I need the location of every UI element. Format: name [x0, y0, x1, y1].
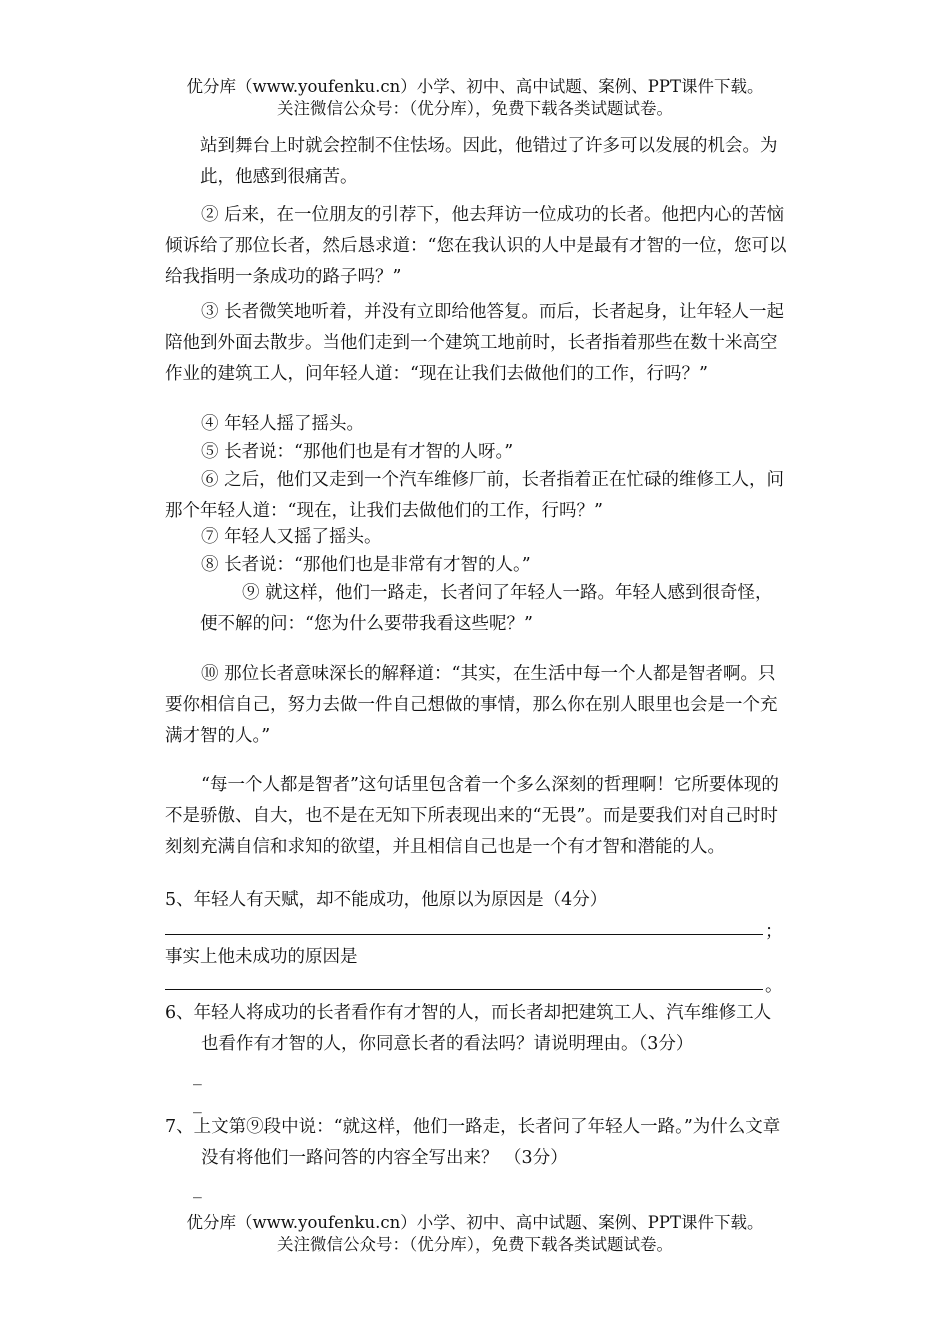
- paragraph-9: ⑨ 就这样，他们一路走，长者问了年轻人一路。年轻人感到很奇怪，便不解的问：“您为什么要带我看这些呢？”: [200, 583, 773, 634]
- paragraph-6: ⑥ 之后，他们又走到一个汽车维修厂前，长者指着正在忙碌的维修工人，问那个年轻人道：“现在，让我们去做他们的工作，行吗？”: [165, 470, 785, 521]
- paragraph-1-continued: 站到舞台上时就会控制不住怯场。因此，他错过了许多可以发展的机会。为此，他感到很痛苦。: [200, 136, 778, 187]
- answer-blank-q7-1[interactable]: _: [193, 1179, 202, 1199]
- question-6: 6、年轻人将成功的长者看作有才智的人，而长者却把建筑工人、汽车维修工人也看作有才智的人，你同意长者的看法吗？请说明理由。（3分）: [165, 1003, 772, 1054]
- answer-blank-q6-2[interactable]: _: [193, 1094, 202, 1114]
- paragraph-5: ⑤ 长者说：“那他们也是有才智的人呀。”: [201, 442, 514, 462]
- answer-blank-q6-1[interactable]: _: [193, 1066, 202, 1086]
- question-5: 5、年轻人有天赋，却不能成功，他原以为原因是（4分）: [165, 890, 608, 910]
- header-line-2: 关注微信公众号：（优分库），免费下载各类试题试卷。: [277, 99, 673, 118]
- paragraph-8: ⑧ 长者说：“那他们也是非常有才智的人。”: [201, 555, 531, 575]
- header-line-1: 优分库（www.youfenku.cn）小学、初中、高中试题、案例、PPT课件下载。: [186, 77, 764, 96]
- paragraph-3: ③ 长者微笑地听着，并没有立即给他答复。而后，长者起身，让年轻人一起陪他到外面去散步。当他们走到一个建筑工地前时，长者指着那些在数十米高空作业的建筑工人，问年轻人道：“现在让我们去做他们的工作，行吗？”: [165, 302, 785, 384]
- question-7: 7、上文第⑨段中说：“就这样，他们一路走，长者问了年轻人一路。”为什么文章没有将他们一路问答的内容全写出来？ （3分）: [165, 1117, 781, 1168]
- paragraph-7: ⑦ 年轻人又摇了摇头。: [201, 527, 382, 547]
- question-5-b: 事实上他未成功的原因是: [165, 947, 358, 967]
- semicolon-q5-a: ；: [765, 922, 783, 942]
- paragraph-11: “每一个人都是智者”这句话里包含着一个多么深刻的哲理啊！它所要体现的不是骄傲、自大，也不是在无知下所表现出来的“无畏”。而是要我们对自己时时刻刻充满自信和求知的欲望，并且相信自己也是一个有才智和潜能的人。: [165, 775, 779, 857]
- paragraph-10: ⑩ 那位长者意味深长的解释道：“其实，在生活中每一个人都是智者啊。只要你相信自己，努力去做一件自己想做的事情，那么你在别人眼里也会是一个充满才智的人。”: [165, 664, 778, 746]
- answer-line-q5-b[interactable]: [165, 989, 763, 990]
- period-q5-b: 。: [765, 976, 783, 996]
- page-footer: [0, 1212, 950, 1256]
- answer-line-q5-a[interactable]: [165, 934, 763, 935]
- footer-line-2: 关注微信公众号：（优分库），免费下载各类试题试卷。: [277, 1235, 673, 1254]
- paragraph-4: ④ 年轻人摇了摇头。: [201, 414, 365, 434]
- footer-line-1: 优分库（www.youfenku.cn）小学、初中、高中试题、案例、PPT课件下载。: [186, 1213, 764, 1232]
- page-header: [0, 76, 950, 120]
- paragraph-2: ② 后来，在一位朋友的引荐下，他去拜访一位成功的长者。他把内心的苦恼倾诉给了那位长者，然后恳求道：“您在我认识的人中是最有才智的一位，您可以给我指明一条成功的路子吗？”: [165, 205, 787, 287]
